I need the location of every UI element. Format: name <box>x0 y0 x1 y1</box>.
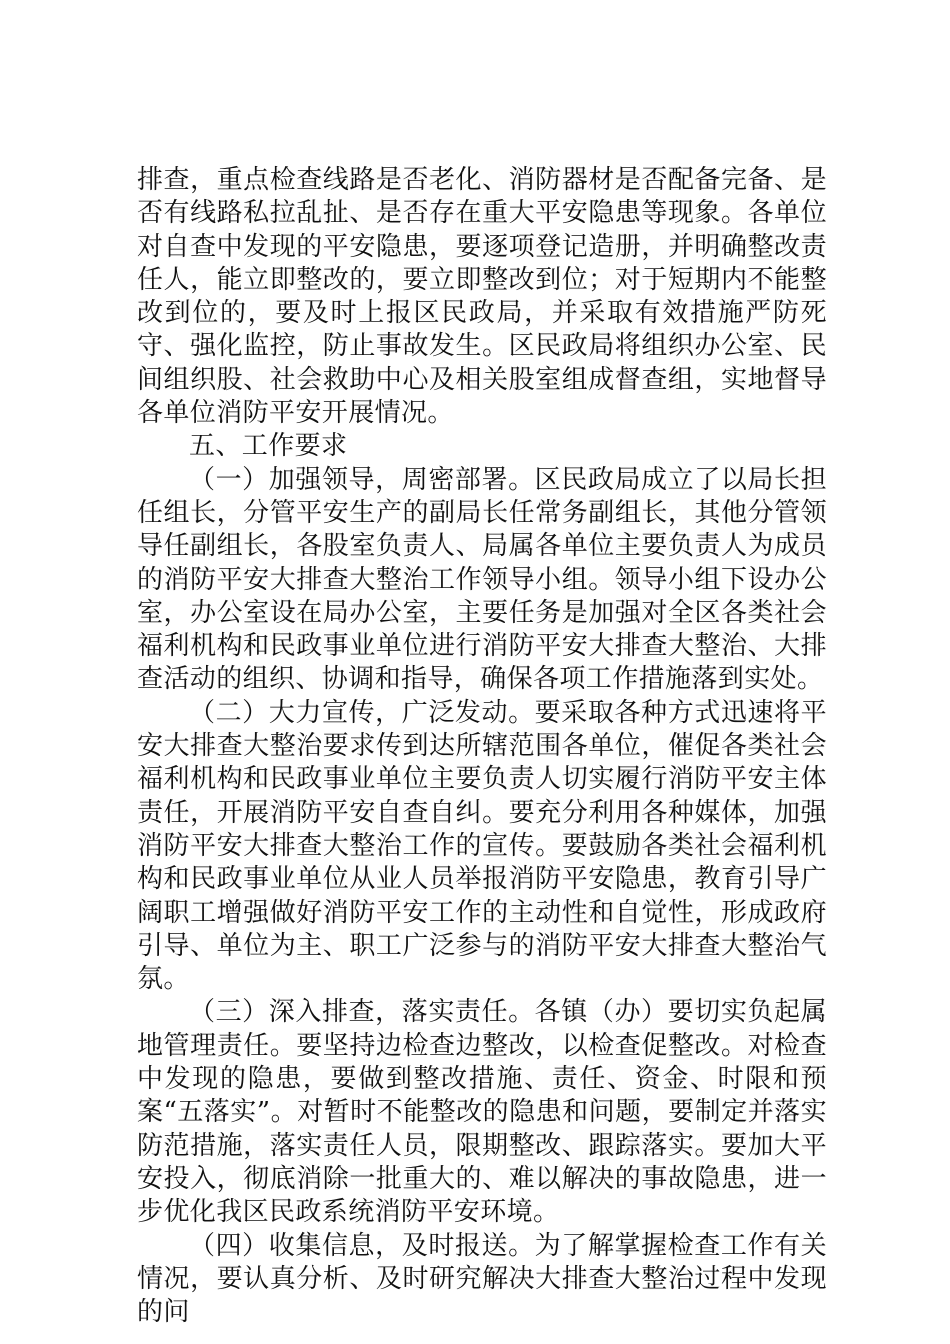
paragraph-requirement-1: （一）加强领导，周密部署。区民政局成立了以局长担任组长，分管平安生产的副局长任常务副组长，其他分管领导任副组长，各股室负责人、局属各单位主要负责人为成员的消防平安大排查大整治工作领导小组。领导小组下设办公室，办公室设在局办公室，主要任务是加强对全区各类社会福利机构和民政事业单位进行消防平安大排查大整治、大排查活动的组织、协调和指导，确保各项工作措施落到实处。 <box>137 464 827 695</box>
paragraph-requirement-3: （三）深入排查，落实责任。各镇（办）要切实负起属地管理责任。要坚持边检查边整改，以检查促整改。对检查中发现的隐患，要做到整改措施、责任、资金、时限和预案“五落实”。对暂时不能整改的隐患和问题，要制定并落实防范措施，落实责任人员，限期整改、跟踪落实。要加大平安投入，彻底消除一批重大的、难以解决的事故隐患，进一步优化我区民政系统消防平安环境。 <box>137 997 827 1228</box>
section-heading-work-requirements: 五、工作要求 <box>189 431 348 462</box>
document-body <box>137 164 827 1329</box>
paragraph-requirement-4: （四）收集信息，及时报送。为了解掌握检查工作有关情况，要认真分析、及时研究解决大排查大整治过程中发现的问 <box>137 1230 827 1328</box>
paragraph-requirement-2: （二）大力宣传，广泛发动。要采取各种方式迅速将平安大排查大整治要求传到达所辖范围各单位，催促各类社会福利机构和民政事业单位主要负责人切实履行消防平安主体责任，开展消防平安自查自纠。要充分利用各种媒体，加强消防平安大排查大整治工作的宣传。要鼓励各类社会福利机构和民政事业单位从业人员举报消防平安隐患，教育引导广阔职工增强做好消防平安工作的主动性和自觉性，形成政府引导、单位为主、职工广泛参与的消防平安大排查大整治气氛。 <box>137 697 827 995</box>
paragraph-inspection-continuation: 排查，重点检查线路是否老化、消防器材是否配备完备、是否有线路私拉乱扯、是否存在重大平安隐患等现象。各单位对自查中发现的平安隐患，要逐项登记造册，并明确整改责任人，能立即整改的，要立即整改到位；对于短期内不能整改到位的，要及时上报区民政局，并采取有效措施严防死守、强化监控，防止事故发生。区民政局将组织办公室、民间组织股、社会救助中心及相关股室组成督查组，实地督导各单位消防平安开展情况。 <box>137 165 827 429</box>
